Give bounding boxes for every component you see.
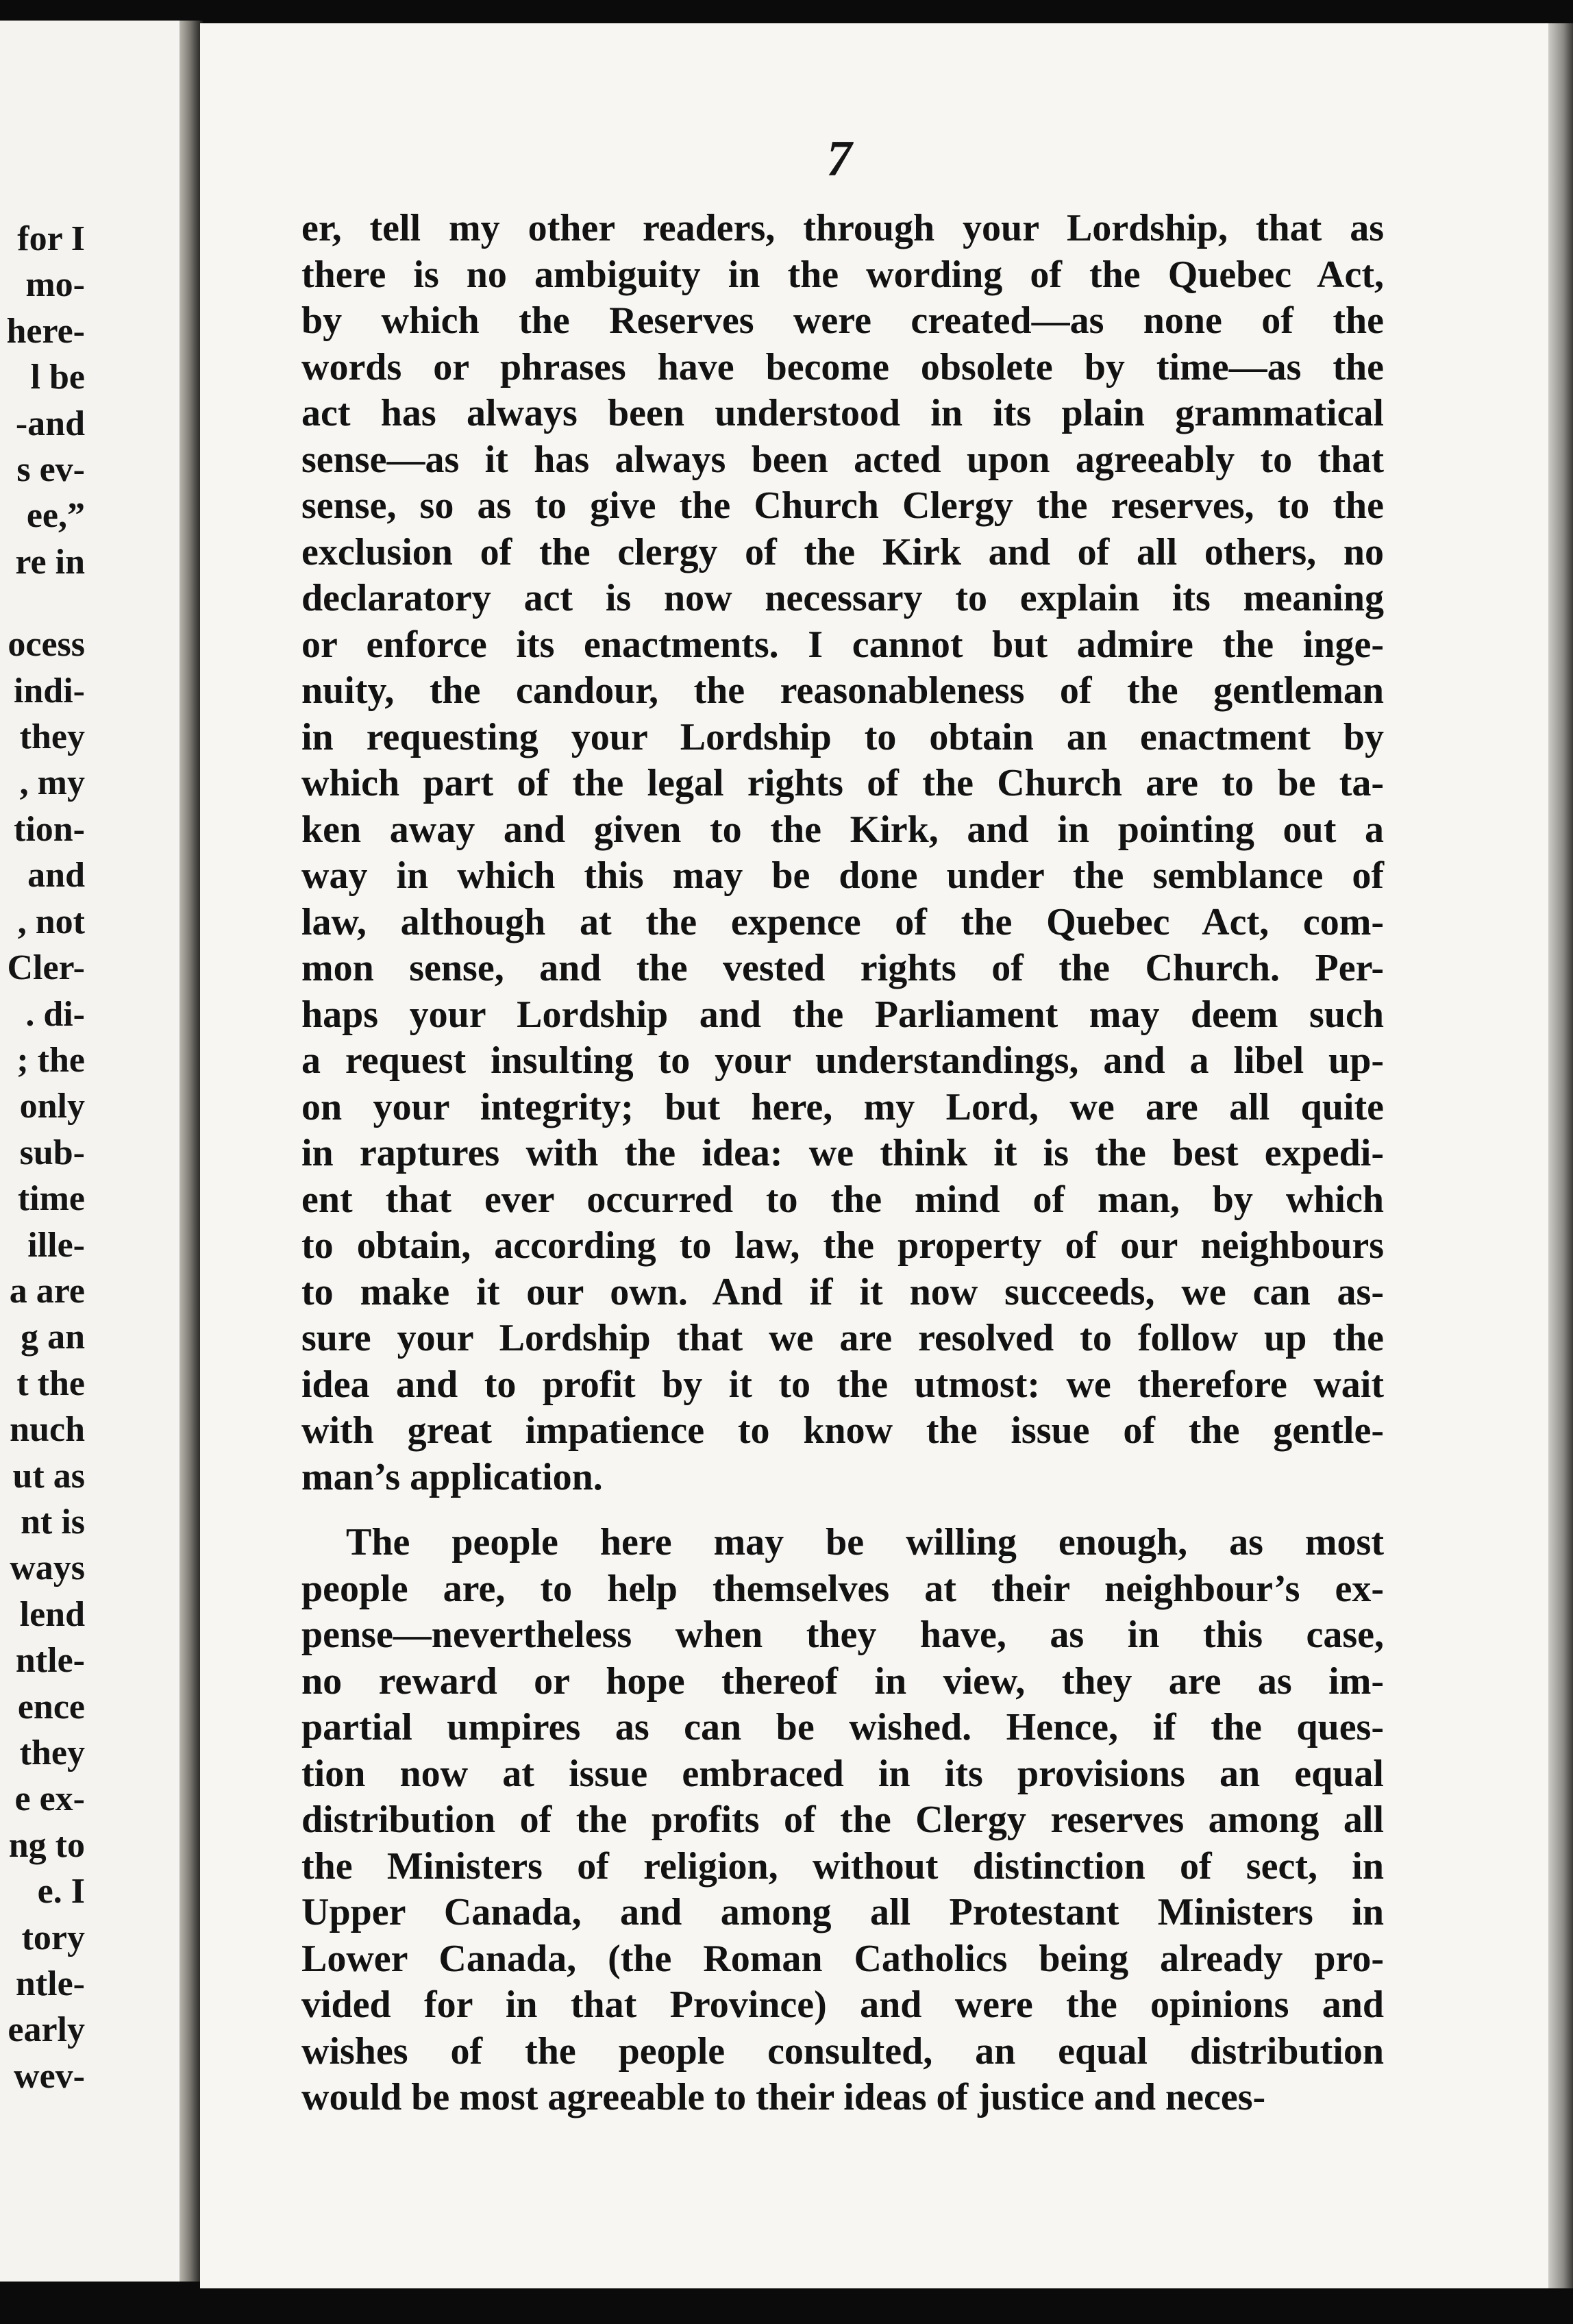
- facing-page-fragment: nt is: [21, 1502, 85, 1542]
- text-line: Lower Canada, (the Roman Catholics being already pro-: [301, 1937, 1384, 1980]
- text-line: declaratory act is now necessary to explain its meaning: [301, 577, 1384, 619]
- text-line: to make it our own. And if it now succeeds, we can as-: [301, 1270, 1384, 1313]
- facing-page-fragment: a are: [9, 1271, 85, 1311]
- facing-page-fragment: lend: [19, 1594, 85, 1634]
- facing-page-fragment: and: [27, 856, 85, 895]
- facing-page-fragment: . di-: [25, 994, 85, 1034]
- text-line: tion now at issue embraced in its provisions an equal: [301, 1752, 1384, 1795]
- facing-page-fragment: -and: [15, 404, 85, 443]
- text-line: haps your Lordship and the Parliament may deem such: [301, 993, 1384, 1036]
- facing-page-fragment: ocess: [8, 625, 85, 665]
- facing-page-fragment: only: [19, 1087, 85, 1126]
- facing-page-fragment: ng to: [8, 1825, 85, 1865]
- facing-page-fragment: sub-: [19, 1133, 85, 1172]
- facing-page-fragment: ntle-: [15, 1964, 85, 2004]
- facing-page-fragment: Cler-: [7, 948, 85, 988]
- text-line: which part of the legal rights of the Church are to be ta-: [301, 762, 1384, 804]
- facing-page-fragment: for I: [17, 219, 85, 258]
- facing-page-fragment: , not: [17, 902, 85, 941]
- facing-page-fragment: ntle-: [15, 1641, 85, 1681]
- text-line: would be most agreeable to their ideas of justice and neces-: [301, 2076, 1266, 2118]
- page-number: 7: [826, 131, 852, 187]
- facing-page-fragment: early: [8, 2010, 85, 2050]
- text-line: law, although at the expence of the Quebec Act, com-: [301, 900, 1384, 943]
- text-line: wishes of the people consulted, an equal distribution: [301, 2029, 1384, 2073]
- facing-page-fragment: g an: [21, 1318, 85, 1357]
- facing-page-fragment: mo-: [25, 265, 85, 305]
- text-line: in raptures with the idea: we think it is the best expedi-: [301, 1132, 1384, 1174]
- text-line: sense—as it has always been acted upon agreeably to that: [301, 438, 1384, 481]
- facing-page-fragment: l be: [30, 358, 85, 397]
- text-line: man’s application.: [301, 1455, 603, 1498]
- facing-page-fragment: e. I: [37, 1872, 85, 1912]
- facing-page-fragment: e ex-: [14, 1779, 85, 1819]
- text-line: with great impatience to know the issue of the gentle-: [301, 1409, 1384, 1452]
- text-line: a request insulting to your understandings, and a libel up-: [301, 1039, 1384, 1082]
- text-line: pense—nevertheless when they have, as in this case,: [301, 1614, 1384, 1656]
- facing-page-fragment: ee,”: [26, 496, 85, 536]
- facing-page-fragment: [0, 585, 85, 621]
- facing-page-fragment: ille-: [27, 1225, 85, 1265]
- book-gutter: [179, 21, 203, 2282]
- text-line: words or phrases have become obsolete by time—as the: [301, 345, 1384, 388]
- text-line: there is no ambiguity in the wording of the Quebec Act,: [301, 253, 1384, 296]
- facing-page-fragment: ence: [17, 1687, 85, 1727]
- text-line: er, tell my other readers, through your Lordship, that as: [301, 207, 1384, 249]
- text-line: nuity, the candour, the reasonableness of the gentleman: [301, 669, 1384, 712]
- facing-page-fragment: re in: [15, 542, 85, 582]
- page-body-text: [301, 206, 1384, 2121]
- text-line: sure your Lordship that we are resolved to follow up the: [301, 1317, 1384, 1359]
- text-line: idea and to profit by it to the utmost: we therefore wait: [301, 1363, 1384, 1406]
- text-line: ent that ever occurred to the mind of man, by which: [301, 1178, 1384, 1221]
- text-line: partial umpires as can be wished. Hence, if the ques-: [301, 1706, 1384, 1748]
- text-line: the Ministers of religion, without distinction of sect, in: [301, 1844, 1384, 1888]
- text-line: exclusion of the clergy of the Kirk and of all others, no: [301, 530, 1384, 573]
- facing-page-fragment: t the: [16, 1363, 85, 1403]
- facing-page-fragment: , my: [19, 763, 85, 803]
- text-line: in requesting your Lordship to obtain an enactment by: [301, 715, 1384, 758]
- facing-page-fragment: time: [17, 1179, 85, 1219]
- facing-page-fragment: nuch: [10, 1410, 85, 1450]
- facing-page-fragment: they: [19, 717, 85, 757]
- text-line: to obtain, according to law, the property of our neighbours: [301, 1224, 1384, 1267]
- page-edge-shadow: [1548, 23, 1573, 2288]
- text-line: or enforce its enactments. I cannot but admire the inge-: [301, 623, 1384, 666]
- text-line: mon sense, and the vested rights of the Church. Per-: [301, 947, 1384, 989]
- facing-page-fragment: here-: [6, 311, 85, 351]
- text-line: no reward or hope thereof in view, they are as im-: [301, 1659, 1384, 1703]
- facing-page-fragment: wev-: [14, 2056, 85, 2096]
- text-line: act has always been understood in its plain grammatical: [301, 392, 1384, 434]
- facing-page-fragment: ways: [10, 1548, 85, 1588]
- text-line: on your integrity; but here, my Lord, we are all quite: [301, 1085, 1384, 1128]
- text-line: sense, so as to give the Church Clergy the reserves, to the: [301, 484, 1384, 527]
- facing-page-text-fragments: [0, 216, 85, 2099]
- facing-page-fragment: they: [19, 1733, 85, 1772]
- text-line: people are, to help themselves at their neighbour’s ex-: [301, 1567, 1384, 1610]
- facing-page-fragment: s ev-: [16, 450, 85, 490]
- text-line: Upper Canada, and among all Protestant Ministers in: [301, 1891, 1384, 1933]
- facing-page-fragment: ut as: [12, 1456, 85, 1496]
- facing-page-fragment: indi-: [13, 671, 85, 710]
- paragraph-1: [301, 206, 1384, 1500]
- text-line: vided for in that Province) and were the opinions and: [301, 1983, 1384, 2026]
- paragraph-2: [301, 1520, 1384, 2121]
- facing-page-fragment: tory: [21, 1918, 85, 1957]
- text-line: The people here may be willing enough, as most: [346, 1521, 1384, 1563]
- text-line: way in which this may be done under the semblance of: [301, 854, 1384, 897]
- text-line: distribution of the profits of the Clergy reserves among all: [301, 1798, 1384, 1841]
- facing-page-edge: [0, 21, 186, 2282]
- text-line: by which the Reserves were created—as none of the: [301, 299, 1384, 342]
- facing-page-fragment: tion-: [14, 809, 85, 849]
- facing-page-fragment: ; the: [16, 1040, 85, 1080]
- text-line: ken away and given to the Kirk, and in pointing out a: [301, 808, 1384, 851]
